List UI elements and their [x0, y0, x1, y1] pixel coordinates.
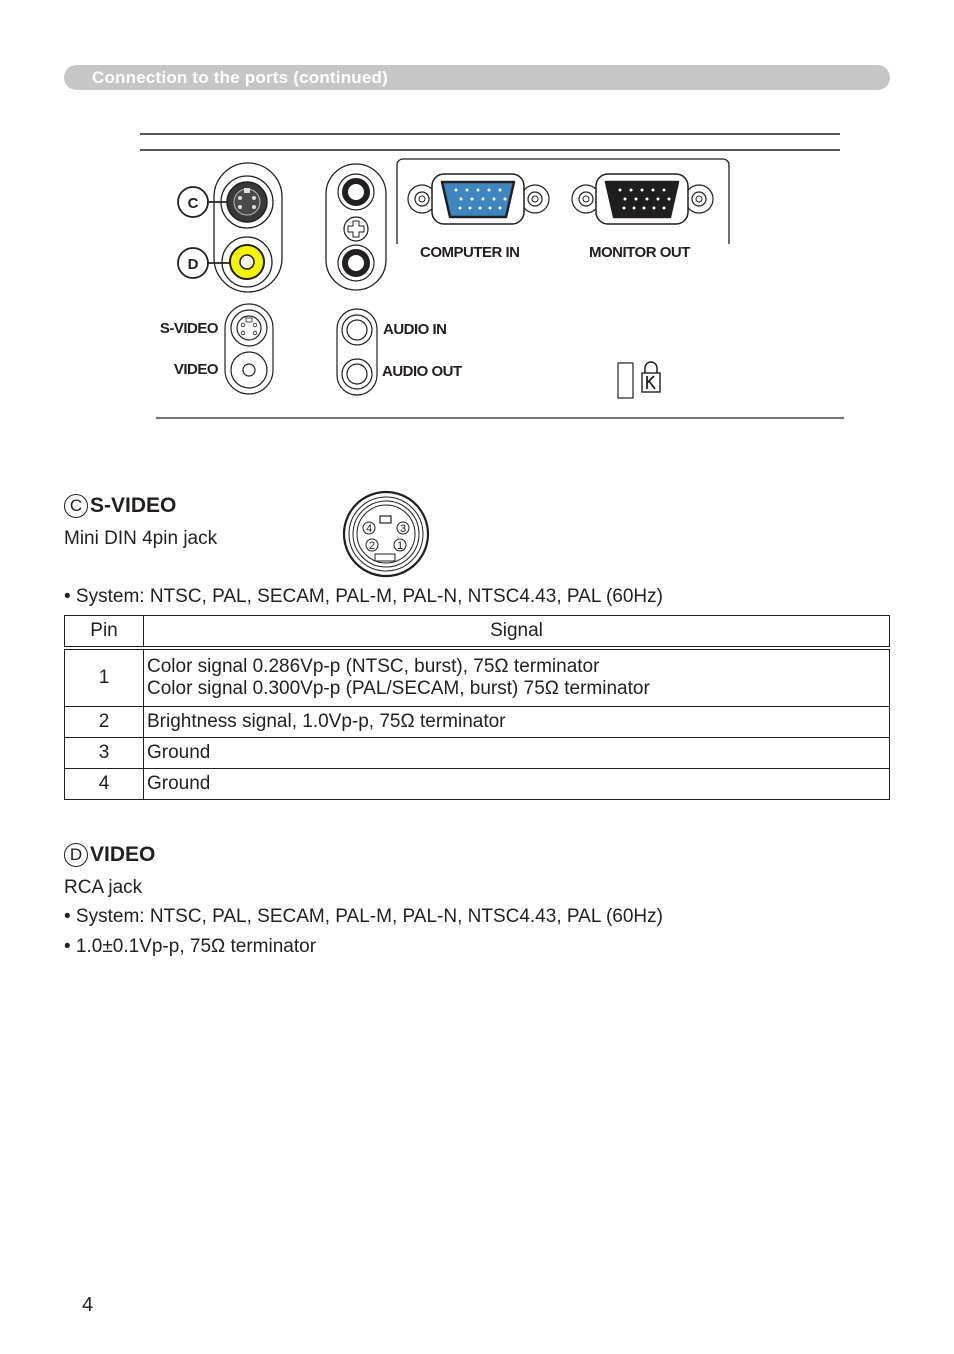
audio-out-label: AUDIO OUT — [382, 363, 462, 380]
section-header-title: Connection to the ports (continued) — [92, 68, 388, 87]
svideo-system-line: • System: NTSC, PAL, SECAM, PAL-M, PAL-N, NTSC4.43, PAL (60Hz) — [64, 586, 663, 607]
table-cell-pin: 1 — [65, 648, 144, 707]
table-header-pin: Pin — [65, 616, 144, 649]
svideo-pin-table — [64, 615, 890, 800]
video-jack-type: RCA jack — [64, 877, 143, 898]
table-cell-signal: Ground — [144, 769, 890, 800]
control-port-bottom-icon — [338, 245, 374, 281]
video-section-title — [64, 843, 155, 867]
table-header-row — [65, 616, 890, 649]
video-port-label: VIDEO — [173, 361, 218, 378]
video-system-line: • System: NTSC, PAL, SECAM, PAL-M, PAL-N, NTSC4.43, PAL (60Hz) — [64, 906, 663, 927]
table-cell-signal — [144, 648, 890, 707]
svideo-section-title — [64, 494, 176, 518]
table-row — [65, 769, 890, 800]
svideo-title-text: S-VIDEO — [90, 494, 177, 517]
computer-in-label: COMPUTER IN — [420, 244, 520, 261]
table-cell-pin: 2 — [65, 707, 144, 738]
table-cell-signal: Ground — [144, 738, 890, 769]
table-cell-pin: 3 — [65, 738, 144, 769]
page-number: 4 — [82, 1294, 94, 1316]
table-row — [65, 738, 890, 769]
svideo-port-label: S-VIDEO — [159, 320, 218, 337]
pin-2-label: 2 — [368, 540, 376, 552]
table-header-signal: Signal — [144, 616, 890, 649]
svideo-jack-type: Mini DIN 4pin jack — [64, 528, 218, 549]
control-port-top-icon — [338, 174, 374, 210]
table-row — [65, 707, 890, 738]
circled-c-icon: C — [64, 494, 88, 518]
video-level-line: • 1.0±0.1Vp-p, 75Ω terminator — [64, 936, 317, 957]
plus-icon — [344, 217, 368, 241]
svideo-port-icon — [231, 310, 267, 346]
security-slot-icon — [618, 363, 633, 398]
circled-d-icon: D — [64, 843, 88, 867]
video-jack-icon — [222, 237, 272, 287]
audio-out-port-icon — [342, 359, 372, 389]
signal-line-2: Color signal 0.300Vp-p (PAL/SECAM, burst) 75Ω terminator — [147, 678, 650, 699]
pin-3-label: 3 — [399, 523, 407, 535]
kensington-lock-icon — [642, 362, 660, 392]
table-cell-pin: 4 — [65, 769, 144, 800]
table-row — [65, 648, 890, 707]
signal-line-1: Color signal 0.286Vp-p (NTSC, burst), 75Ω terminator — [147, 656, 600, 677]
mini-din-pinout-icon — [340, 490, 434, 580]
audio-in-label: AUDIO IN — [383, 321, 447, 338]
video-title-text: VIDEO — [90, 843, 156, 866]
table-cell-signal: Brightness signal, 1.0Vp-p, 75Ω terminator — [144, 707, 890, 738]
svg-text:C: C — [187, 195, 199, 212]
rear-panel-diagram — [0, 0, 954, 430]
monitor-out-label: MONITOR OUT — [589, 244, 690, 261]
svg-text:D: D — [187, 256, 199, 273]
svideo-jack-icon — [221, 176, 273, 228]
pin-4-label: 4 — [365, 523, 373, 535]
video-port-icon — [231, 352, 267, 388]
pin-1-label: 1 — [396, 540, 404, 552]
audio-in-port-icon — [342, 315, 372, 345]
